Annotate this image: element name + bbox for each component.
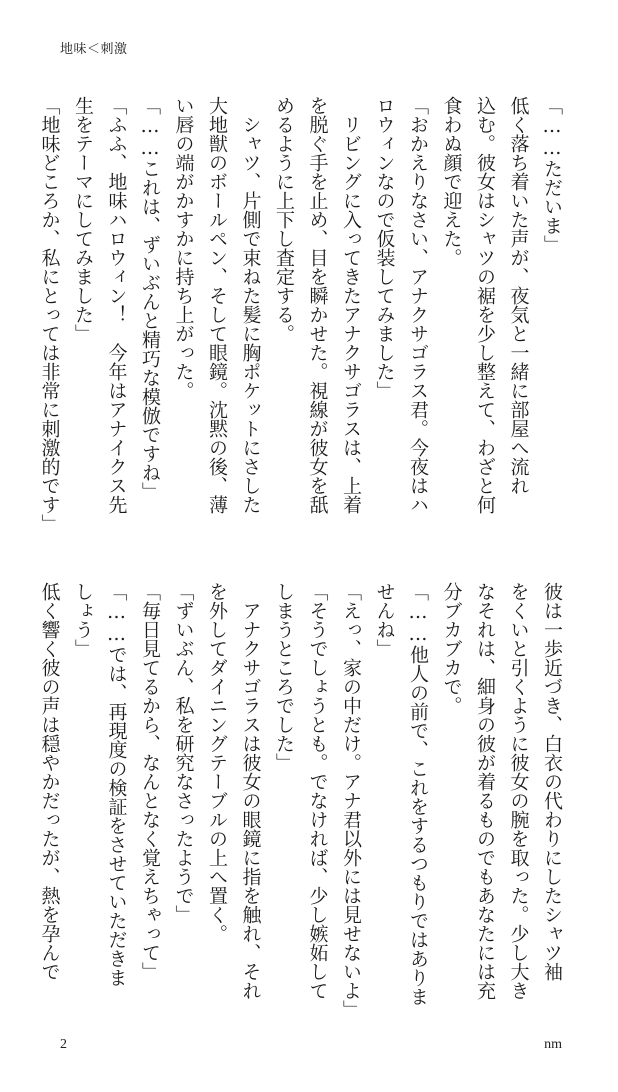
text-line: 「ふふ、地味ハロウィン！ 今年はアナイクス先 bbox=[105, 96, 128, 514]
text-line: を外してダイニングテーブルの上へ置く。 bbox=[206, 582, 228, 943]
text-line: 大地獣のボールペン、そして眼鏡。沈黙の後、薄 bbox=[206, 96, 228, 514]
page-number: 2 bbox=[60, 1037, 67, 1052]
text-line: 「……これは、ずいぶんと精巧な模倣ですね」 bbox=[139, 96, 161, 501]
running-header-title: 地味＜刺激 bbox=[60, 42, 128, 57]
text-line: 彼は一歩近づき、白衣の代わりにしたシャツ袖 bbox=[541, 582, 563, 981]
text-line: 「……では、再現度の検証をさせていただきま bbox=[105, 582, 128, 987]
text-line: をくいと引くように彼女の腕を取った。少し大き bbox=[507, 582, 530, 1000]
text-line: 「ずいぶん、私を研究なさったようで」 bbox=[172, 582, 195, 924]
text-line: アナクサゴラスは彼女の眼鏡に指を触れ、それ bbox=[239, 582, 262, 1000]
text-line: を脱ぐ手を止め、目を瞬かせた。視線が彼女を舐 bbox=[306, 96, 329, 514]
text-line: しまうところでした」 bbox=[273, 582, 295, 772]
text-line: 「……他人の前で、これをするつもりではありま bbox=[407, 582, 429, 1006]
text-line: 分ブカブカで。 bbox=[440, 582, 463, 715]
text-block-top bbox=[38, 96, 568, 533]
text-line: 「そうでしょうとも。でなければ、少し嫉妬して bbox=[306, 582, 329, 1000]
author-name: nm bbox=[544, 1037, 562, 1052]
text-line: 込む。彼女はシャツの裾を少し整えて、わざと何 bbox=[474, 96, 496, 514]
text-line: シャツ、片側で束ねた髪に胸ポケットにさした bbox=[239, 96, 262, 514]
text-line: 「おかえりなさい、アナクサゴラス君。今夜はハ bbox=[407, 96, 429, 514]
text-block-bottom bbox=[38, 582, 568, 1019]
text-line: しょう」 bbox=[72, 582, 94, 658]
text-line: 「毎日見てるから、なんとなく覚えちゃって」 bbox=[139, 582, 161, 981]
text-line: 低く落ち着いた声が、夜気と一緒に部屋へ流れ bbox=[507, 96, 530, 495]
text-line: リビングに入ってきたアナクサゴラスは、上着 bbox=[340, 96, 362, 514]
text-line: 食わぬ顔で迎えた。 bbox=[440, 96, 463, 267]
text-line: 低く響く彼の声は穏やかだったが、熱を孕んで bbox=[38, 582, 61, 981]
text-line: めるように上下し査定する。 bbox=[273, 96, 295, 343]
text-line: 「えっ、家の中だけ。アナ君以外には見せないよ」 bbox=[340, 582, 362, 1019]
text-line: なそれは、細身の彼が着るものでもあなたには充 bbox=[474, 582, 496, 1000]
text-line: 「地味どころか、私にとっては非常に刺激的です」 bbox=[38, 96, 61, 533]
text-line: せんね」 bbox=[373, 582, 396, 658]
text-line: ロウィンなので仮装してみました」 bbox=[373, 96, 396, 400]
text-line: 生をテーマにしてみました」 bbox=[72, 96, 94, 343]
text-line: い唇の端がかすかに持ち上がった。 bbox=[172, 96, 195, 400]
text-line: 「……ただいま」 bbox=[541, 96, 563, 254]
